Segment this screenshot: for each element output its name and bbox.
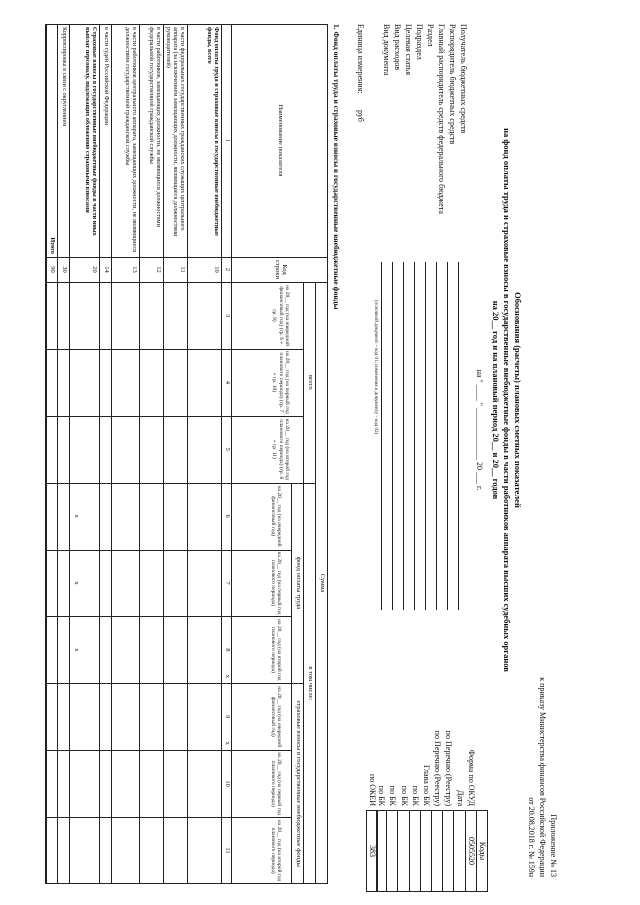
table-row-name: Итого (49, 237, 56, 254)
sub-col-header: на 20__ год (на первый год планового периода) (гр. 7 + гр. 10) (271, 350, 290, 414)
table-value-cell[interactable] (100, 483, 112, 550)
table-value-cell[interactable] (164, 750, 188, 817)
x-mark: x (73, 581, 80, 585)
table-value-cell[interactable] (46, 550, 58, 617)
table-value-cell[interactable] (100, 750, 112, 817)
sub-col-header: на 20__ год (на второй год планового периода) (гр. 8 + гр. 11) (271, 418, 290, 480)
table-row-code: 13 (131, 266, 138, 273)
codes-row-label: по БК (377, 785, 387, 806)
table-value-cell[interactable] (100, 817, 112, 884)
info-field-input-line[interactable] (447, 262, 448, 610)
table-row-code: 90 (49, 266, 56, 273)
table-row-code: 12 (155, 266, 162, 273)
okei-label: по ОКЕИ (368, 773, 377, 806)
table-row-code: 14 (103, 266, 110, 273)
codes-row-label: по Перечню (Реестру) (433, 730, 443, 806)
x-mark: x (73, 514, 80, 518)
table-value-cell[interactable] (46, 416, 58, 483)
table-value-cell[interactable] (164, 416, 188, 483)
col-number: 6 (224, 514, 231, 518)
table-value-cell[interactable] (46, 282, 58, 349)
table-value-cell[interactable] (140, 683, 164, 750)
table-value-cell[interactable] (58, 416, 70, 483)
col-header-name: Наименование показателя (277, 104, 284, 177)
table-value-cell[interactable] (164, 349, 188, 416)
doc-type-hint: (основной документ – код 01; изменения к документу – код 02) (373, 300, 378, 435)
info-field-label: Раздел (426, 24, 435, 47)
table-value-cell[interactable] (188, 550, 222, 617)
table-value-cell[interactable] (58, 616, 70, 683)
table-value-cell[interactable] (164, 817, 188, 884)
codes-row-line (386, 810, 387, 892)
codes-row-value: 0505520 (466, 837, 476, 865)
table-value-cell[interactable] (112, 616, 140, 683)
table-value-cell[interactable] (140, 817, 164, 884)
incl-header: в том числе: (307, 666, 314, 701)
codes-row-line (409, 810, 410, 892)
codes-row-line (453, 810, 454, 892)
table-value-cell[interactable] (188, 750, 222, 817)
table-value-cell[interactable] (164, 616, 188, 683)
table-value-cell[interactable] (112, 416, 140, 483)
table-row-code: 11 (179, 266, 186, 273)
x-mark: x (224, 674, 231, 678)
table-value-cell[interactable] (188, 483, 222, 550)
sub-col-header: на 20__ год (на второй год планового периода) (269, 619, 282, 681)
table-value-cell[interactable] (164, 550, 188, 617)
table-value-cell[interactable] (140, 282, 164, 349)
table-value-cell[interactable] (188, 282, 222, 349)
info-field-input-line[interactable] (381, 262, 382, 610)
header-line (303, 282, 304, 884)
table-value-cell[interactable] (58, 750, 70, 817)
col-number: 2 (224, 267, 231, 272)
col-number: 3 (224, 313, 231, 318)
codes-row-label: Форма по ОКУД (466, 749, 476, 806)
table-value-cell[interactable] (188, 416, 222, 483)
okei-value: 383 (368, 845, 377, 857)
table-value-cell[interactable] (112, 349, 140, 416)
form-date-line: на " ____ " _____________ 20 ___ г. (475, 369, 484, 491)
table-value-cell[interactable] (70, 750, 100, 817)
form-title-line2: на фонд оплаты труда и страховые взносы в государственные внебюджетные фонды в части работников аппарата высших судебных органов (502, 128, 512, 672)
unit-value: руб (356, 110, 365, 122)
table-value-cell[interactable] (112, 750, 140, 817)
sub-col-header: на 20__ год (на очередной финансовый год) (гр. 6 + гр. 9) (271, 284, 290, 346)
table-value-cell[interactable] (70, 416, 100, 483)
col-number: 1 (224, 138, 231, 143)
table-value-cell[interactable] (100, 282, 112, 349)
codes-row-line (442, 810, 443, 892)
table-value-cell[interactable] (188, 817, 222, 884)
sub-col-header: на 20__ год (на очередной финансовый год) (269, 485, 282, 547)
total-header: всего (307, 375, 314, 390)
info-field-label: Целевая статья (404, 24, 413, 76)
table-value-cell[interactable] (46, 817, 58, 884)
table-value-cell[interactable] (188, 349, 222, 416)
table-value-cell[interactable] (46, 683, 58, 750)
col-number: 11 (224, 847, 231, 854)
table-value-cell[interactable] (188, 616, 222, 683)
table-row-code: 10 (213, 266, 220, 273)
codes-row-label: по Перечню (Реестру) (444, 730, 454, 806)
table-row-name: Страховые взносы в государственные внебюджетные фонды в части иных выплат персоналу, подлежащих обложению страховыми взносами (83, 27, 98, 236)
order-date: от 20.08.2018 г. № 159н (527, 797, 536, 877)
table-value-cell[interactable] (46, 750, 58, 817)
codes-row-line (465, 810, 466, 892)
table-value-cell[interactable] (100, 616, 112, 683)
table-row-code: 20 (91, 266, 98, 273)
table-row-name: в части работников, замещающих должности, не являющиеся должностями федеральной государственной гражданской службы (147, 27, 162, 227)
sum-header: Сумма (319, 573, 326, 593)
codes-row-label: по БК (410, 785, 420, 806)
ins-header: страховые взносы в государственные внебюджетные фонды (295, 700, 302, 867)
table-value-cell[interactable] (70, 349, 100, 416)
unit-label: Единица измерения: (356, 24, 365, 94)
table-row-name: в части федеральных государственных гражданских служащих центрального аппарата (за исключением замещающих должности, являющиеся должностями руководителей) (164, 27, 186, 237)
table-value-cell[interactable] (140, 483, 164, 550)
table-row-code: 30 (61, 266, 68, 273)
table-value-cell[interactable] (58, 282, 70, 349)
info-field-label: Подраздел (415, 24, 424, 60)
col-number: 10 (224, 780, 231, 787)
header-line (315, 282, 316, 884)
table-value-cell[interactable] (112, 550, 140, 617)
table-value-cell[interactable] (140, 750, 164, 817)
table-value-cell[interactable] (188, 683, 222, 750)
table-value-cell[interactable] (140, 616, 164, 683)
table-value-cell[interactable] (58, 817, 70, 884)
table-value-cell[interactable] (164, 683, 188, 750)
codes-row-line (476, 810, 477, 892)
table-value-cell[interactable] (112, 683, 140, 750)
info-field-input-line[interactable] (392, 262, 393, 610)
sub-col-header: на 20__ год (на очередной финансовый год) (269, 686, 282, 748)
col-number: 9 (224, 715, 231, 719)
x-mark: x (73, 648, 80, 652)
col-number: 5 (224, 447, 231, 451)
col-number: 7 (224, 581, 231, 585)
table-value-cell[interactable] (58, 683, 70, 750)
header-line (231, 24, 232, 884)
info-field-label: Получатель бюджетных средств (459, 24, 468, 134)
codes-row-line (397, 810, 398, 892)
codes-row-label: по БК (399, 785, 409, 806)
info-field-input-line[interactable] (458, 262, 459, 610)
table-value-cell[interactable] (100, 550, 112, 617)
table-value-cell[interactable] (58, 349, 70, 416)
col-number: 4 (224, 380, 231, 384)
appendix-number: Приложение № 13 (549, 814, 558, 877)
table-value-cell[interactable] (70, 282, 100, 349)
table-value-cell[interactable] (58, 483, 70, 550)
table-value-cell[interactable] (100, 683, 112, 750)
table-row-name: Корректировка в связи с округлением (61, 27, 68, 127)
sub-col-header: на 20__ год (на первый год планового периода) (269, 752, 282, 816)
table-value-cell[interactable] (46, 616, 58, 683)
table-value-cell[interactable] (100, 416, 112, 483)
info-field-label: Главный распорядитель средств федерального бюджета (437, 24, 446, 214)
info-field-label: Распорядитель бюджетных средств (448, 24, 457, 145)
table-value-cell[interactable] (164, 483, 188, 550)
x-mark: x (224, 741, 231, 745)
info-field-input-line[interactable] (436, 262, 437, 610)
col-header-code: Код строки (273, 260, 288, 279)
order-reference: к приказу Министерства финансов Российской Федерации (538, 677, 547, 877)
fot-header: фонд оплаты труда (295, 556, 302, 610)
sub-col-header: на 20__ год (на второй год планового периода) (269, 819, 282, 882)
table-value-cell[interactable] (58, 550, 70, 617)
col-number: 8 (224, 648, 231, 652)
codes-row-label: Глава по БК (422, 765, 431, 806)
table-value-cell[interactable] (112, 483, 140, 550)
codes-row-label: Дата (455, 790, 465, 806)
section-title: 1. Фонд оплаты труда и страховые взносы в государственные внебюджетные фонды (332, 24, 341, 310)
info-field-input-line[interactable] (414, 262, 415, 610)
codes-row-label: по БК (388, 785, 398, 806)
info-field-label: Вид расходов (393, 24, 402, 70)
table-value-cell[interactable] (112, 817, 140, 884)
table-value-cell[interactable] (112, 282, 140, 349)
info-field-label: Вид документа (382, 24, 391, 76)
codes-row-line (420, 810, 421, 892)
header-line (291, 483, 292, 884)
sub-col-header: на 20__ год (на первый год планового периода) (269, 551, 282, 615)
table-value-cell[interactable] (100, 349, 112, 416)
table-value-cell[interactable] (70, 817, 100, 884)
table-value-cell[interactable] (46, 483, 58, 550)
table-value-cell[interactable] (164, 282, 188, 349)
table-row-name: в части судей Российской Федерации (103, 27, 110, 126)
table-row-name: Фонд оплаты труда и страховые взносы в государственные внебюджетные фонды, всего (205, 27, 220, 236)
codes-row-line (431, 810, 432, 892)
table-value-cell[interactable] (140, 416, 164, 483)
form-title-line1: Обоснования (расчеты) плановых сметных показателей (513, 292, 523, 508)
table-value-cell[interactable] (70, 683, 100, 750)
info-field-input-line[interactable] (403, 262, 404, 610)
info-field-input-line[interactable] (425, 262, 426, 610)
table-value-cell[interactable] (140, 349, 164, 416)
codes-header: Коды (478, 841, 487, 861)
form-title-line3: на 20__ год и на плановый период 20__ и 20__ годов (491, 300, 501, 500)
table-row-name: в части работников центрального аппарата, замещающих должности, не являющиеся должностями государственной гражданской службы (123, 27, 138, 252)
table-value-cell[interactable] (140, 550, 164, 617)
table-value-cell[interactable] (46, 349, 58, 416)
